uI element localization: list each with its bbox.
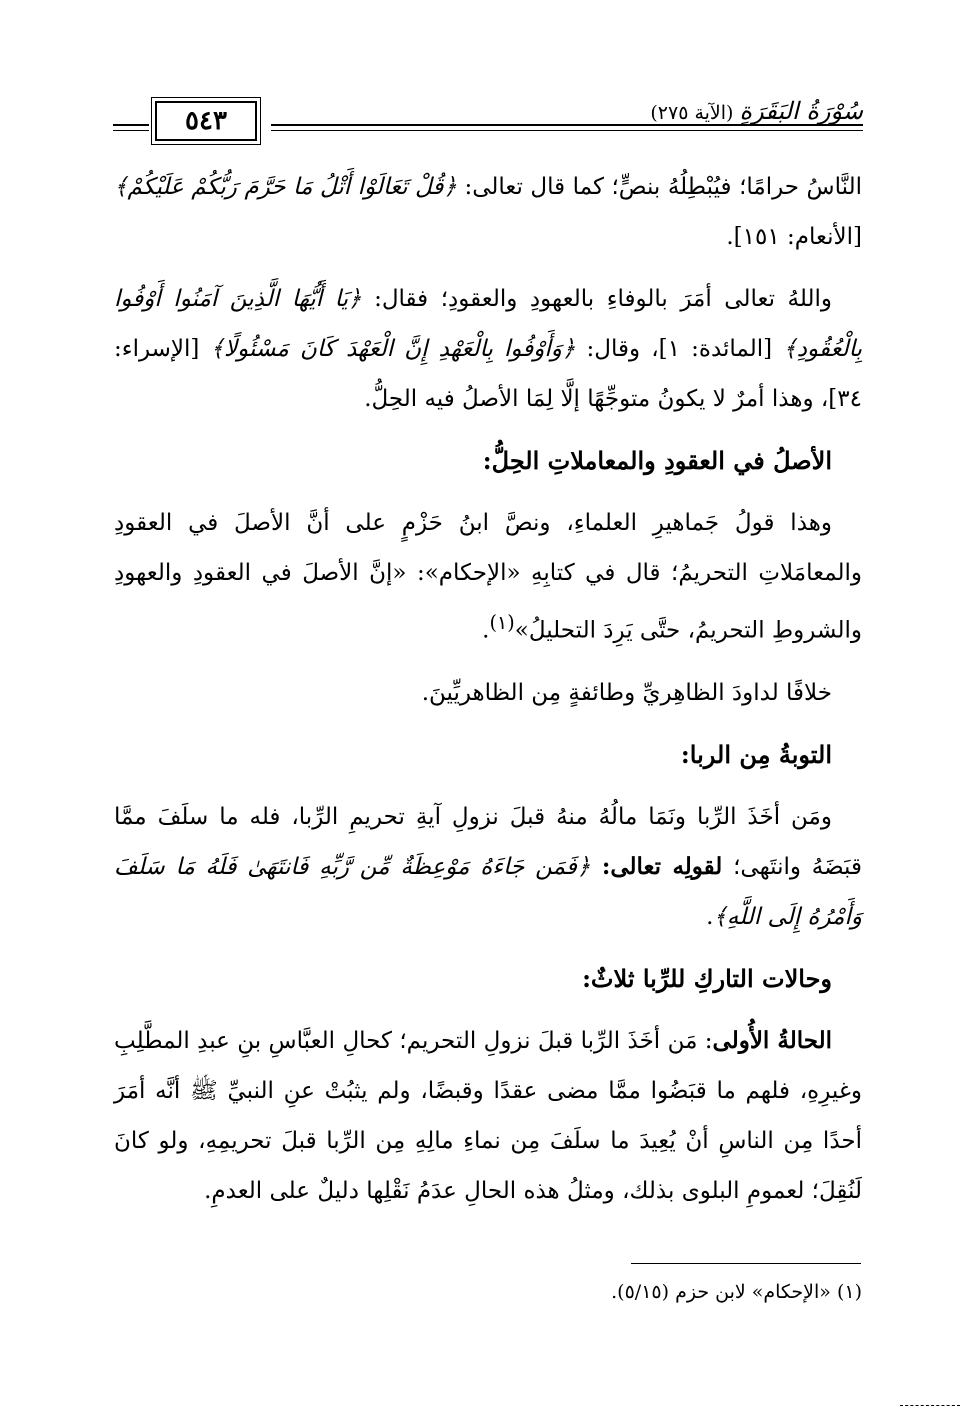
page-number: ٥٤٣ — [155, 101, 257, 141]
quran-quote: ﴿قُلْ تَعَالَوْا أَتْلُ مَا حَرَّمَ رَبُّكُمْ عَلَيْكُمْ﴾ — [114, 174, 457, 200]
paragraph-4: خلافًا لداودَ الظاهِريِّ وطائفةٍ مِن الظاهريِّينَ. — [421, 679, 832, 706]
header-rule-left-lower — [113, 130, 149, 131]
page-body — [114, 162, 862, 1228]
scan-edge-mark — [900, 1405, 960, 1406]
verse-ref: (الآية ٢٧٥) — [650, 102, 734, 124]
footnote-number: (١) — [836, 1281, 862, 1303]
footnote — [114, 1275, 862, 1309]
paragraph-3: وهذا قولُ جَماهيرِ العلماءِ، ونصَّ ابنُ حَزْمٍ على أنَّ الأصلَ في العقودِ والمعامَلاتِ التحريمُ؛ قال في كتابِهِ «الإحكام»: «إنَّ الأصلَ في العقودِ والعهودِ والشروطِ التحريمُ، حتَّى يَرِدَ التحليلُ»$^{(١)}$. — [114, 510, 863, 644]
section-heading: التوبةُ مِن الربا: — [680, 739, 832, 769]
header-rule-right-lower — [271, 130, 863, 131]
footnote-text: «الإحكام» لابن حزم (٥/١٥). — [611, 1281, 831, 1303]
paragraph-6: الحالةُ الأُولى: مَن أخَذَ الرِّبا قبلَ نزولِ التحريم؛ كحالِ العبَّاسِ بنِ عبدِ المطَّلِبِ وغيرِهِ، فلهم ما قبَضُوا ممَّا مضى عقدًا وقبضًا، ولم يثبُتْ عنِ النبيِّ ﷺ أنَّه أمَرَ أحدًا مِن الناسِ أنْ يُعِيدَ ما سلَفَ مِن نماءِ مالِهِ مِن الرِّبا قبلَ تحريمِهِ، ولو كانَ لَنُقِلَ؛ لعمومِ البلوى بذلك، ومثلُ هذه الحالِ عدَمُ نَقْلِها دليلٌ على العدمِ. — [114, 1026, 862, 1204]
header-rule-left — [113, 124, 149, 126]
paragraph-2: واللهُ تعالى أمَرَ بالوفاءِ بالعهودِ والعقودِ؛ فقال: ﴿يَا أَيُّهَا الَّذِينَ آمَنُوا أَوْفُوا بِالْعُقُودِ﴾ [المائدة: ١]، وقال: ﴿وَأَوْفُوا بِالْعَهْدِ إِنَّ الْعَهْدَ كَانَ مَسْئُولًا﴾ [الإسراء: ٣٤]، وهذا أمرٌ لا يكونُ متوجِّهًا إلَّا لِمَا الأصلُ فيه الحِلُّ. — [114, 286, 862, 412]
surah-name: سُوْرَةُ البَقَرَةِ — [739, 97, 863, 125]
section-heading: الأصلُ في العقودِ والمعاملاتِ الحِلُّ: — [482, 446, 832, 475]
quran-quote: ﴿يَا أَيُّهَا الَّذِينَ آمَنُوا أَوْفُوا بِالْعُقُودِ﴾ — [114, 286, 862, 362]
paragraph-1: النَّاسُ حرامًا؛ فيُبْطِلُهُ بنصٍّ؛ كما قال تعالى: ﴿قُلْ تَعَالَوْا أَتْلُ مَا حَرَّمَ رَبُّكُمْ عَلَيْكُمْ﴾ [الأنعام: ١٥١]. — [114, 174, 862, 250]
page-header — [113, 97, 863, 145]
paragraph-5: ومَن أخَذَ الرِّبا ونَمَا مالُهُ منهُ قبلَ نزولِ آيةِ تحريمِ الرِّبا، فله ما سلَفَ ممَّا قبَضَهُ وانتَهى؛ لقولِه تعالى: ﴿فَمَن جَاءَهُ مَوْعِظَةٌ مِّن رَّبِّهِ فَانتَهَىٰ فَلَهُ مَا سَلَفَ وَأَمْرُهُ إِلَى اللَّهِ﴾. — [114, 803, 862, 930]
quran-quote: ﴿وَأَوْفُوا بِالْعَهْدِ إِنَّ الْعَهْدَ كَانَ مَسْئُولًا﴾ — [210, 336, 576, 362]
section-heading: وحالات التاركِ للرِّبا ثلاثٌ: — [582, 963, 832, 993]
footnote-ref: (١) — [489, 611, 515, 634]
running-title — [650, 97, 863, 125]
footnote-divider — [631, 1263, 861, 1264]
quran-quote: ﴿فَمَن جَاءَهُ مَوْعِظَةٌ مِّن رَّبِّهِ فَانتَهَىٰ فَلَهُ مَا سَلَفَ وَأَمْرُهُ إِلَى اللَّهِ﴾ — [114, 853, 862, 930]
